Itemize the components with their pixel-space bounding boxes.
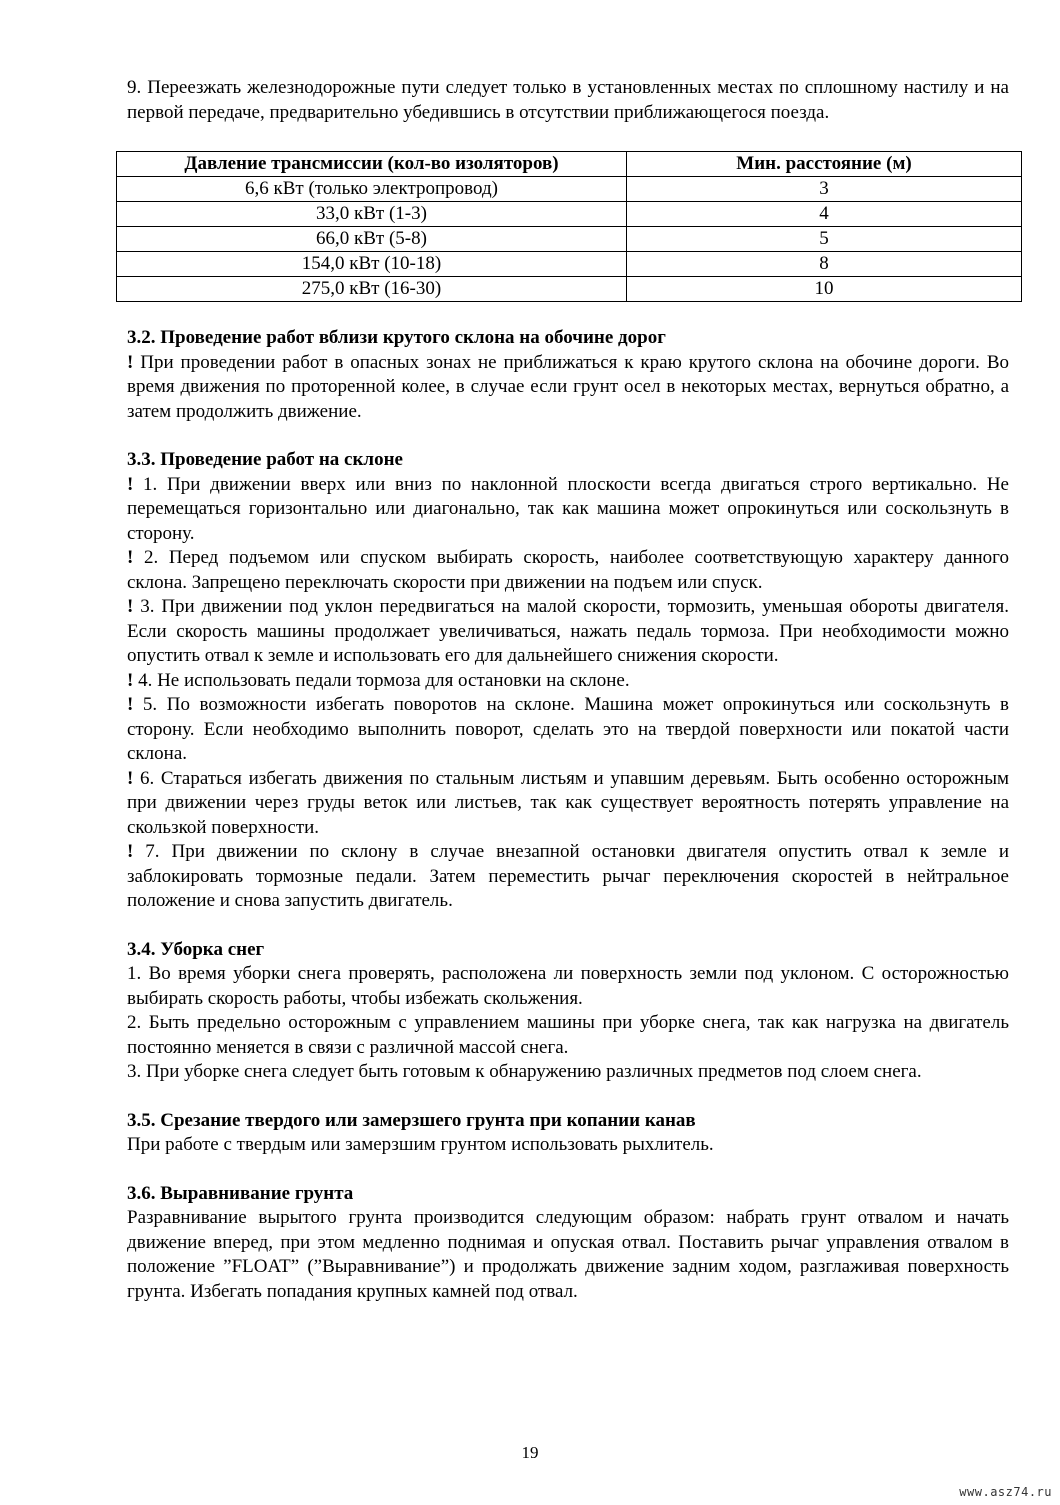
- section-paragraph: 1. Во время уборки снега проверять, расположена ли поверхность земли под уклоном. С осторожностью выбирать скорость работы, чтобы избежать скольжения.: [127, 963, 1009, 1009]
- distance-table: [116, 151, 1022, 302]
- site-watermark: www.asz74.ru: [959, 1485, 1052, 1499]
- warning-mark: !: [127, 669, 134, 691]
- section-heading: 3.6. Выравнивание грунта: [127, 1182, 354, 1204]
- table-row: [117, 202, 1022, 227]
- section-heading: 3.4. Уборка снег: [127, 938, 265, 960]
- paragraph-text: 2. Перед подъемом или спуском выбирать скорость, наиболее соответствующую характеру данного склона. Запрещено переключать скорости при движении на подъем или спуск.: [127, 547, 1009, 593]
- table-header-cell: Давление трансмиссии (кол-во изоляторов): [117, 152, 627, 177]
- table-header-row: [117, 152, 1022, 177]
- section-ground-leveling: [127, 1182, 1009, 1305]
- table-cell: 275,0 кВт (16-30): [117, 277, 627, 302]
- table-row: [117, 277, 1022, 302]
- paragraph-text: 1. При движении вверх или вниз по наклонной плоскости всегда двигаться строго вертикально. Не перемещаться горизонтально или диагонально, так как машина может опрокинуться или соскользнуть в сторону.: [127, 473, 1009, 544]
- table-row: [117, 252, 1022, 277]
- section-slope-work: [127, 448, 1009, 914]
- section-heading: 3.2. Проведение работ вблизи крутого склона на обочине дорог: [127, 327, 666, 348]
- table-cell: 66,0 кВт (5-8): [117, 227, 627, 252]
- section-paragraph: [127, 767, 1009, 841]
- section-paragraph: [127, 546, 1009, 595]
- section-paragraph: [127, 693, 1009, 767]
- table-cell: 6,6 кВт (только электропровод): [117, 177, 627, 202]
- warning-mark: !: [127, 473, 134, 495]
- section-frozen-ground: [127, 1109, 1009, 1158]
- section-paragraph: [127, 595, 1009, 669]
- table-cell: 5: [627, 227, 1022, 252]
- section-steep-slope: [127, 326, 1009, 424]
- warning-mark: !: [127, 694, 134, 715]
- table-cell: 10: [627, 277, 1022, 302]
- section-paragraph: 2. Быть предельно осторожным с управлением машины при уборке снега, так как нагрузка на двигатель постоянно меняется в связи с различной массой снега.: [127, 1012, 1009, 1058]
- warning-mark: !: [127, 767, 134, 789]
- section-paragraph: Разравнивание вырытого грунта производится следующим образом: набрать грунт отвалом и начать движение вперед, при этом медленно поднимая и опуская отвал. Поставить рычаг управления отвалом в положение ”FLOAT” (”Выравнивание”) и продолжать движение задним ходом, разглаживая поверхность грунта. Избегать попадания крупных камней под отвал.: [127, 1207, 1009, 1302]
- table-cell: 154,0 кВт (10-18): [117, 252, 627, 277]
- table-cell: 33,0 кВт (1-3): [117, 202, 627, 227]
- document-page: [127, 76, 1009, 1328]
- warning-mark: !: [127, 841, 134, 862]
- table-cell: 4: [627, 202, 1022, 227]
- page-number: 19: [521, 1443, 539, 1462]
- warning-mark: !: [127, 351, 134, 373]
- table-cell: 8: [627, 252, 1022, 277]
- paragraph-text: 6. Стараться избегать движения по стальным листьям и упавшим деревьям. Быть особенно осторожным при движении через груды веток или листьев, так как существует вероятность потерять управление на скользкой поверхности.: [127, 767, 1009, 838]
- section-paragraph: При работе с твердым или замерзшим грунтом использовать рыхлитель.: [127, 1134, 714, 1155]
- section-paragraph: [127, 351, 1009, 425]
- paragraph-text: 4. Не использовать педали тормоза для остановки на склоне.: [133, 669, 630, 691]
- section-paragraph: [127, 840, 1009, 914]
- intro-paragraph: 9. Переезжать железнодорожные пути следует только в установленных местах по сплошному настилу и на первой передаче, предварительно убедившись в отсутствии приближающегося поезда.: [127, 77, 1009, 123]
- paragraph-text: 5. По возможности избегать поворотов на склоне. Машина может опрокинуться или соскользнуть в сторону. Если необходимо выполнить поворот, сделать это на твердой поверхности или покатой части склона.: [127, 694, 1009, 764]
- table-row: [117, 177, 1022, 202]
- section-paragraph: [127, 473, 1009, 547]
- warning-mark: !: [127, 596, 134, 617]
- section-paragraph: 3. При уборке снега следует быть готовым к обнаружению различных предметов под слоем снега.: [127, 1061, 922, 1082]
- table-row: [117, 227, 1022, 252]
- paragraph-text: 3. При движении под уклон передвигаться на малой скорости, тормозить, уменьшая обороты двигателя. Если скорость машины продолжает увеличиваться, нажать педаль тормоза. При необходимости можно опустить отвал к земле и использовать его для дальнейшего снижения скорости.: [127, 596, 1009, 666]
- section-heading: 3.3. Проведение работ на склоне: [127, 449, 403, 470]
- section-heading: 3.5. Срезание твердого или замерзшего грунта при копании канав: [127, 1109, 696, 1131]
- paragraph-text: При проведении работ в опасных зонах не приближаться к краю крутого склона на обочине дороги. Во время движения по проторенной колее, в случае если грунт осел в некоторых местах, вернуться обратно, а затем продолжить движение.: [127, 351, 1009, 422]
- section-paragraph: [127, 669, 1009, 694]
- table-header-cell: Мин. расстояние (м): [627, 152, 1022, 177]
- paragraph-text: 7. При движении по склону в случае внезапной остановки двигателя опустить отвал к земле и заблокировать тормозные педали. Затем переместить рычаг переключения скоростей в нейтральное положение и снова запустить двигатель.: [127, 841, 1009, 911]
- section-snow-removal: [127, 938, 1009, 1085]
- warning-mark: !: [127, 547, 134, 568]
- table-cell: 3: [627, 177, 1022, 202]
